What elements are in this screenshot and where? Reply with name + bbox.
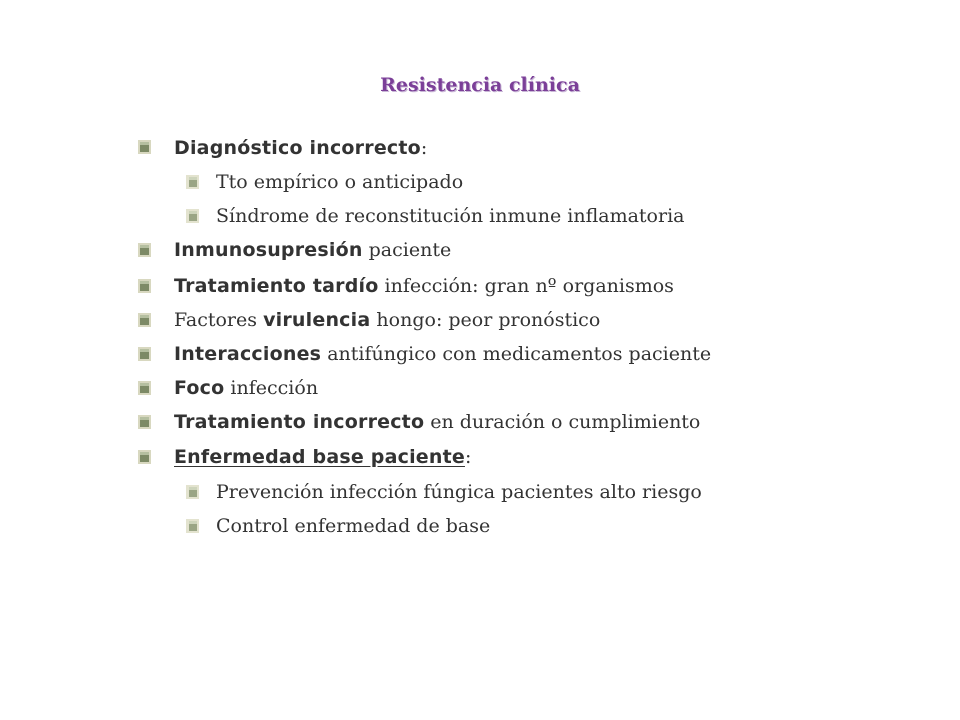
bullet-text: antifúngico con medicamentos paciente (321, 343, 712, 365)
bullet-bold: Tratamiento incorrecto (174, 411, 425, 433)
bullet-item (174, 235, 451, 265)
bullet-icon (138, 450, 151, 464)
bullet-text: hongo: peor pronóstico (370, 309, 601, 331)
bullet-icon (138, 243, 151, 257)
bullet-text: en duración o cumplimiento (424, 411, 701, 433)
bullet-item (174, 407, 700, 437)
sub-bullet-item: Tto empírico o anticipado (216, 171, 464, 193)
bullet-bold: Diagnóstico incorrecto (174, 137, 421, 159)
bullet-icon (186, 485, 199, 499)
bullet-bold: Enfermedad base paciente (174, 446, 465, 468)
bullet-item (174, 442, 471, 472)
bullet-item (174, 271, 674, 301)
bullet-icon (186, 519, 199, 533)
bullet-icon (138, 347, 151, 361)
slide-title: Resistencia clínica (380, 74, 580, 96)
bullet-icon (138, 415, 151, 429)
bullet-icon (186, 175, 199, 189)
bullet-text-prefix: Factores (174, 309, 264, 331)
bullet-icon (138, 279, 151, 293)
bullet-item (174, 339, 711, 369)
bullet-text: : (420, 137, 428, 159)
bullet-item (174, 305, 600, 335)
bullet-icon (138, 381, 151, 395)
bullet-text: infección (224, 377, 319, 399)
sub-bullet-item: Control enfermedad de base (216, 515, 491, 537)
bullet-bold: virulencia (263, 309, 371, 331)
bullet-text: paciente (362, 239, 452, 261)
sub-bullet-item: Prevención infección fúngica pacientes alto riesgo (216, 481, 702, 503)
bullet-text: infección: gran nº organismos (378, 275, 674, 297)
bullet-icon (138, 140, 151, 154)
bullet-item (174, 373, 318, 403)
bullet-item (174, 133, 427, 163)
bullet-icon (186, 209, 199, 223)
bullet-icon (138, 313, 151, 327)
bullet-text: : (464, 446, 472, 468)
bullet-bold: Tratamiento tardío (174, 275, 379, 297)
bullet-bold: Inmunosupresión (174, 239, 363, 261)
bullet-bold: Foco (174, 377, 225, 399)
sub-bullet-item: Síndrome de reconstitución inmune inflamatoria (216, 205, 685, 227)
bullet-bold: Interacciones (174, 343, 322, 365)
